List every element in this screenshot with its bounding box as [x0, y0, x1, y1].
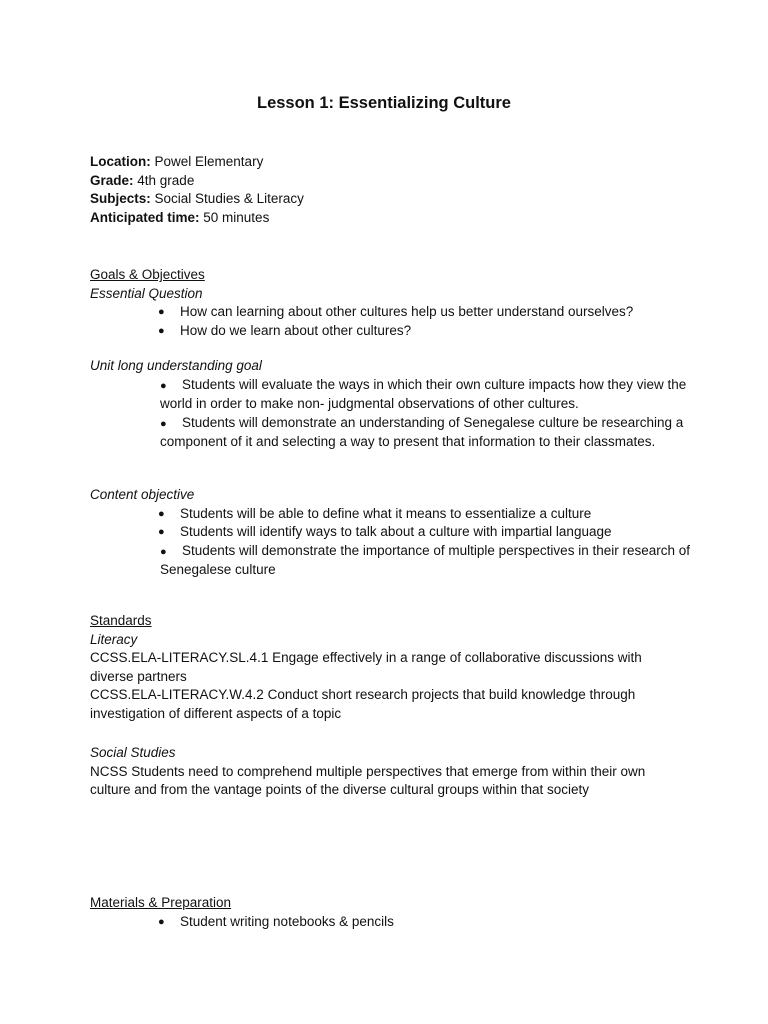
- page-title: Lesson 1: Essentializing Culture: [257, 94, 511, 112]
- list-item: ● How can learning about other cultures help us better understand ourselves?: [90, 303, 690, 322]
- essential-question-label: Essential Question: [90, 285, 203, 301]
- goals-section: [90, 266, 690, 340]
- social-studies-label: Social Studies: [90, 745, 176, 760]
- list-item: ● Students will identify ways to talk about a culture with impartial language: [90, 523, 690, 542]
- meta-subjects: Subjects: Social Studies & Literacy: [90, 191, 304, 206]
- content-objective-list: [90, 505, 690, 542]
- bullet-icon: ●: [158, 324, 165, 337]
- content-objective-label: Content objective: [90, 487, 195, 502]
- bullet-icon: ●: [158, 915, 165, 928]
- materials-list: [90, 913, 690, 932]
- unit-goal-section: [90, 357, 690, 452]
- meta-grade: Grade: 4th grade: [90, 172, 195, 188]
- standards-section: [90, 612, 650, 723]
- social-studies-section: [90, 744, 650, 800]
- lesson-meta: [90, 153, 690, 227]
- essential-question-list: [90, 303, 690, 340]
- materials-section: [90, 894, 690, 931]
- bullet-icon: ●: [158, 306, 165, 318]
- list-item: ● Students will demonstrate the importance of multiple perspectives in their research of Senegalese culture: [160, 542, 690, 577]
- literacy-standard: CCSS.ELA-LITERACY.SL.4.1 Engage effectively in a range of collaborative discussions with diverse partners: [90, 650, 642, 684]
- bullet-icon: ●: [160, 545, 167, 558]
- meta-time: Anticipated time: 50 minutes: [90, 209, 270, 225]
- standards-heading: Standards: [90, 613, 152, 628]
- list-item: ● Students will demonstrate an understanding of Senegalese culture be researching a component of it and selecting a way to present that information to their classmates.: [160, 414, 684, 449]
- literacy-standard: CCSS.ELA-LITERACY.W.4.2 Conduct short research projects that build knowledge through investigation of different aspects of a topic: [90, 687, 636, 721]
- bullet-icon: ●: [160, 379, 167, 392]
- list-item: ● Students will be able to define what it means to essentialize a culture: [90, 505, 690, 524]
- unit-goal-label: Unit long understanding goal: [90, 358, 262, 373]
- literacy-label: Literacy: [90, 631, 138, 647]
- social-studies-standard: NCSS Students need to comprehend multiple perspectives that emerge from within their own culture and from the vantage points of the diverse cultural groups within that society: [90, 763, 646, 797]
- bullet-icon: ●: [158, 526, 165, 538]
- bullet-icon: ●: [160, 417, 167, 430]
- materials-heading: Materials & Preparation: [90, 895, 232, 910]
- content-objective-section: [90, 486, 690, 580]
- list-item: ● Student writing notebooks & pencils: [90, 913, 690, 932]
- goals-heading: Goals & Objectives: [90, 267, 205, 282]
- list-item: ● Students will evaluate the ways in which their own culture impacts how they view the world in order to make non- judgmental observations of other cultures.: [160, 376, 687, 411]
- bullet-icon: ●: [158, 507, 165, 520]
- list-item: ● How do we learn about other cultures?: [90, 322, 690, 341]
- meta-location: Location: Powel Elementary: [90, 154, 264, 169]
